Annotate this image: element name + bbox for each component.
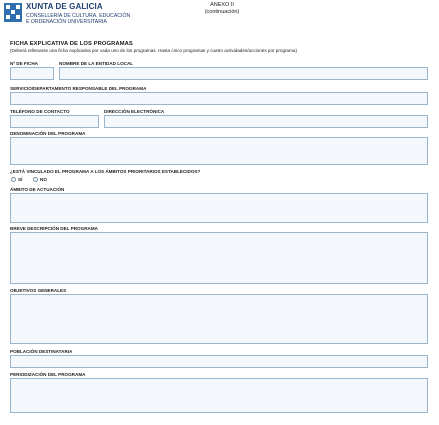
radio-si-label: SÍ (18, 177, 23, 182)
objectives-label: OBJETIVOS GENERALES (10, 288, 67, 293)
annex-title: ANEXO II (210, 2, 234, 8)
section-title: FICHA EXPLICATIVA DE LOS PROGRAMAS (10, 41, 133, 47)
schedule-field[interactable] (10, 378, 428, 413)
program-name-field[interactable] (10, 137, 428, 165)
objectives-field[interactable] (10, 294, 428, 344)
radio-no[interactable] (33, 177, 38, 182)
entity-name-label: NOMBRE DE LA ENTIDAD LOCAL (59, 61, 134, 66)
brand-name: XUNTA DE GALICIA (26, 2, 103, 11)
brand-subtitle (26, 13, 130, 25)
annex-subtitle: (continuación) (204, 9, 240, 15)
priority-linked-label: ¿ESTÁ VINCULADO EL PROGRAMA A LOS ÁMBITOS PRIORITARIOS ESTABLECIDOS? (10, 169, 201, 174)
phone-field[interactable] (10, 115, 99, 128)
phone-label: TELÉFONO DE CONTACTO (10, 109, 70, 114)
radio-no-label: NO (40, 177, 47, 182)
email-label: DIRECCIÓN ELECTRÓNICA (104, 109, 165, 114)
description-label: BREVE DESCRIPCIÓN DEL PROGRAMA (10, 226, 98, 231)
annex-heading (190, 2, 254, 16)
radio-si[interactable] (11, 177, 16, 182)
service-department-label: SERVICIO/DEPARTAMENTO RESPONSABLE DEL PROGRAMA (10, 86, 147, 91)
target-population-label: POBLACIÓN DESTINATARIA (10, 349, 73, 354)
scope-field[interactable] (10, 193, 428, 223)
scope-label: ÁMBITO DE ACTUACIÓN (10, 187, 65, 192)
brand-subtitle-line2: E ORDENACIÓN UNIVERSITARIA (26, 19, 107, 25)
entity-name-field[interactable] (59, 67, 428, 80)
service-department-field[interactable] (10, 92, 428, 105)
ficha-number-field[interactable] (10, 67, 54, 80)
schedule-label: PERIODIZACIÓN DEL PROGRAMA (10, 372, 86, 377)
section-note: (Deberá rellenarse una ficha explicativa por cada uno de los programas. Hasta cinco programas y cuatro actividades/acciones por programa) (10, 48, 298, 53)
description-field[interactable] (10, 232, 428, 284)
program-name-label: DENOMINACIÓN DEL PROGRAMA (10, 131, 86, 136)
brand-subtitle-line1: CONSELLERÍA DE CULTURA, EDUCACIÓN (26, 13, 131, 19)
target-population-field[interactable] (10, 355, 428, 368)
xunta-logo-icon (4, 3, 22, 22)
ficha-number-label: Nº DE FICHA (10, 61, 38, 66)
email-field[interactable] (104, 115, 428, 128)
